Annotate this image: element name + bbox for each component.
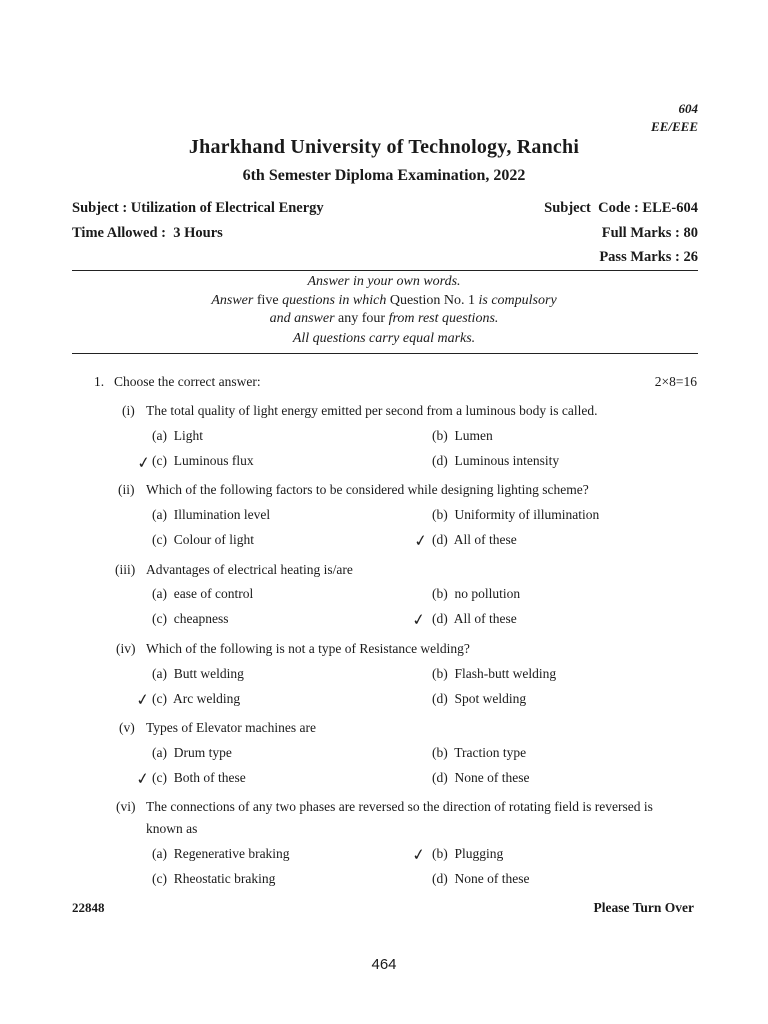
question-prompt: Choose the correct answer:: [114, 374, 261, 389]
instr-text: any four: [334, 311, 389, 326]
item-number: (iii): [115, 562, 136, 577]
item-number: (i): [122, 403, 135, 418]
check-mark-icon: ✓: [134, 768, 151, 789]
option-a: (a) Regenerative braking: [152, 846, 290, 861]
top-divider: [72, 270, 698, 271]
question-marks: 2×8=16: [654, 374, 697, 389]
turn-over-note: Please Turn Over: [593, 900, 694, 915]
option-b: (b) Plugging: [432, 846, 504, 861]
item-text: Which of the following is not a type of Resistance welding?: [146, 641, 470, 656]
check-mark-icon: ✓: [410, 844, 427, 865]
check-mark-icon: ✓: [412, 530, 429, 551]
item-text: Advantages of electrical heating is/are: [146, 562, 353, 577]
item-number: (vi): [116, 799, 136, 814]
check-mark-icon: ✓: [135, 452, 152, 473]
option-b: (b) no pollution: [432, 586, 521, 601]
item-text: The total quality of light energy emitted per second from a luminous body is called.: [146, 403, 598, 418]
option-c: (c) Luminous flux: [152, 453, 254, 468]
option-c: (c) Arc welding: [152, 691, 241, 706]
time-allowed: Time Allowed : 3 Hours: [72, 225, 223, 241]
instr-text: Question No. 1: [386, 293, 479, 308]
option-b: (b) Lumen: [432, 428, 493, 443]
option-c: (c) cheapness: [152, 611, 229, 626]
item-text: The connections of any two phases are reversed so the direction of rotating field is reversed is: [146, 799, 653, 814]
item-text-continued: known as: [146, 821, 198, 836]
option-a: (a) Illumination level: [152, 507, 271, 522]
subject-code: Subject Code : ELE-604: [544, 200, 698, 216]
option-a: (a) ease of control: [152, 586, 254, 601]
instr-text: questions in which: [282, 293, 387, 308]
instr-text: is compulsory: [478, 293, 557, 308]
check-mark-icon: ✓: [410, 609, 427, 630]
option-c: (c) Colour of light: [152, 532, 254, 547]
branch-code: EE/EEE: [651, 119, 698, 134]
option-b: (b) Uniformity of illumination: [432, 507, 600, 522]
paper-serial: 22848: [72, 900, 105, 915]
item-text: Types of Elevator machines are: [146, 720, 316, 735]
item-number: (v): [119, 720, 135, 735]
option-c: (c) Both of these: [152, 770, 246, 785]
option-d: (d) None of these: [432, 770, 530, 785]
option-d: (d) Luminous intensity: [432, 453, 560, 468]
option-a: (a) Butt welding: [152, 666, 244, 681]
option-d: (d) Spot welding: [432, 691, 527, 706]
pass-marks: Pass Marks : 26: [599, 249, 698, 265]
instruction-line-3: [0, 311, 768, 327]
instruction-line-1: Answer in your own words.: [307, 274, 461, 289]
check-mark-icon: ✓: [134, 689, 151, 710]
page-number: 464: [371, 956, 397, 973]
option-b: (b) Flash-butt welding: [432, 666, 557, 681]
item-text: Which of the following factors to be considered while designing lighting scheme?: [146, 482, 589, 497]
option-a: (a) Light: [152, 428, 203, 443]
item-number: (ii): [118, 482, 135, 497]
option-c: (c) Rheostatic braking: [152, 871, 276, 886]
full-marks: Full Marks : 80: [601, 225, 698, 241]
option-d: (d) All of these: [432, 532, 517, 547]
instruction-line-4: All questions carry equal marks.: [292, 331, 476, 346]
option-a: (a) Drum type: [152, 745, 232, 760]
university-title: Jharkhand University of Technology, Ranchi: [188, 136, 580, 158]
instr-text: five: [253, 293, 283, 308]
exam-title: 6th Semester Diploma Examination, 2022: [242, 167, 526, 184]
question-number: 1.: [94, 374, 105, 389]
instr-text: Answer: [211, 293, 254, 308]
option-d: (d) All of these: [432, 611, 517, 626]
item-number: (iv): [116, 641, 136, 656]
option-b: (b) Traction type: [432, 745, 527, 760]
instr-text: from rest questions.: [388, 311, 499, 326]
instr-text: and answer: [269, 311, 335, 326]
subject-label: Subject : Utilization of Electrical Energy: [72, 200, 324, 216]
option-d: (d) None of these: [432, 871, 530, 886]
paper-code: 604: [678, 101, 698, 116]
bottom-divider: [72, 353, 698, 354]
instruction-line-2: [0, 293, 768, 309]
